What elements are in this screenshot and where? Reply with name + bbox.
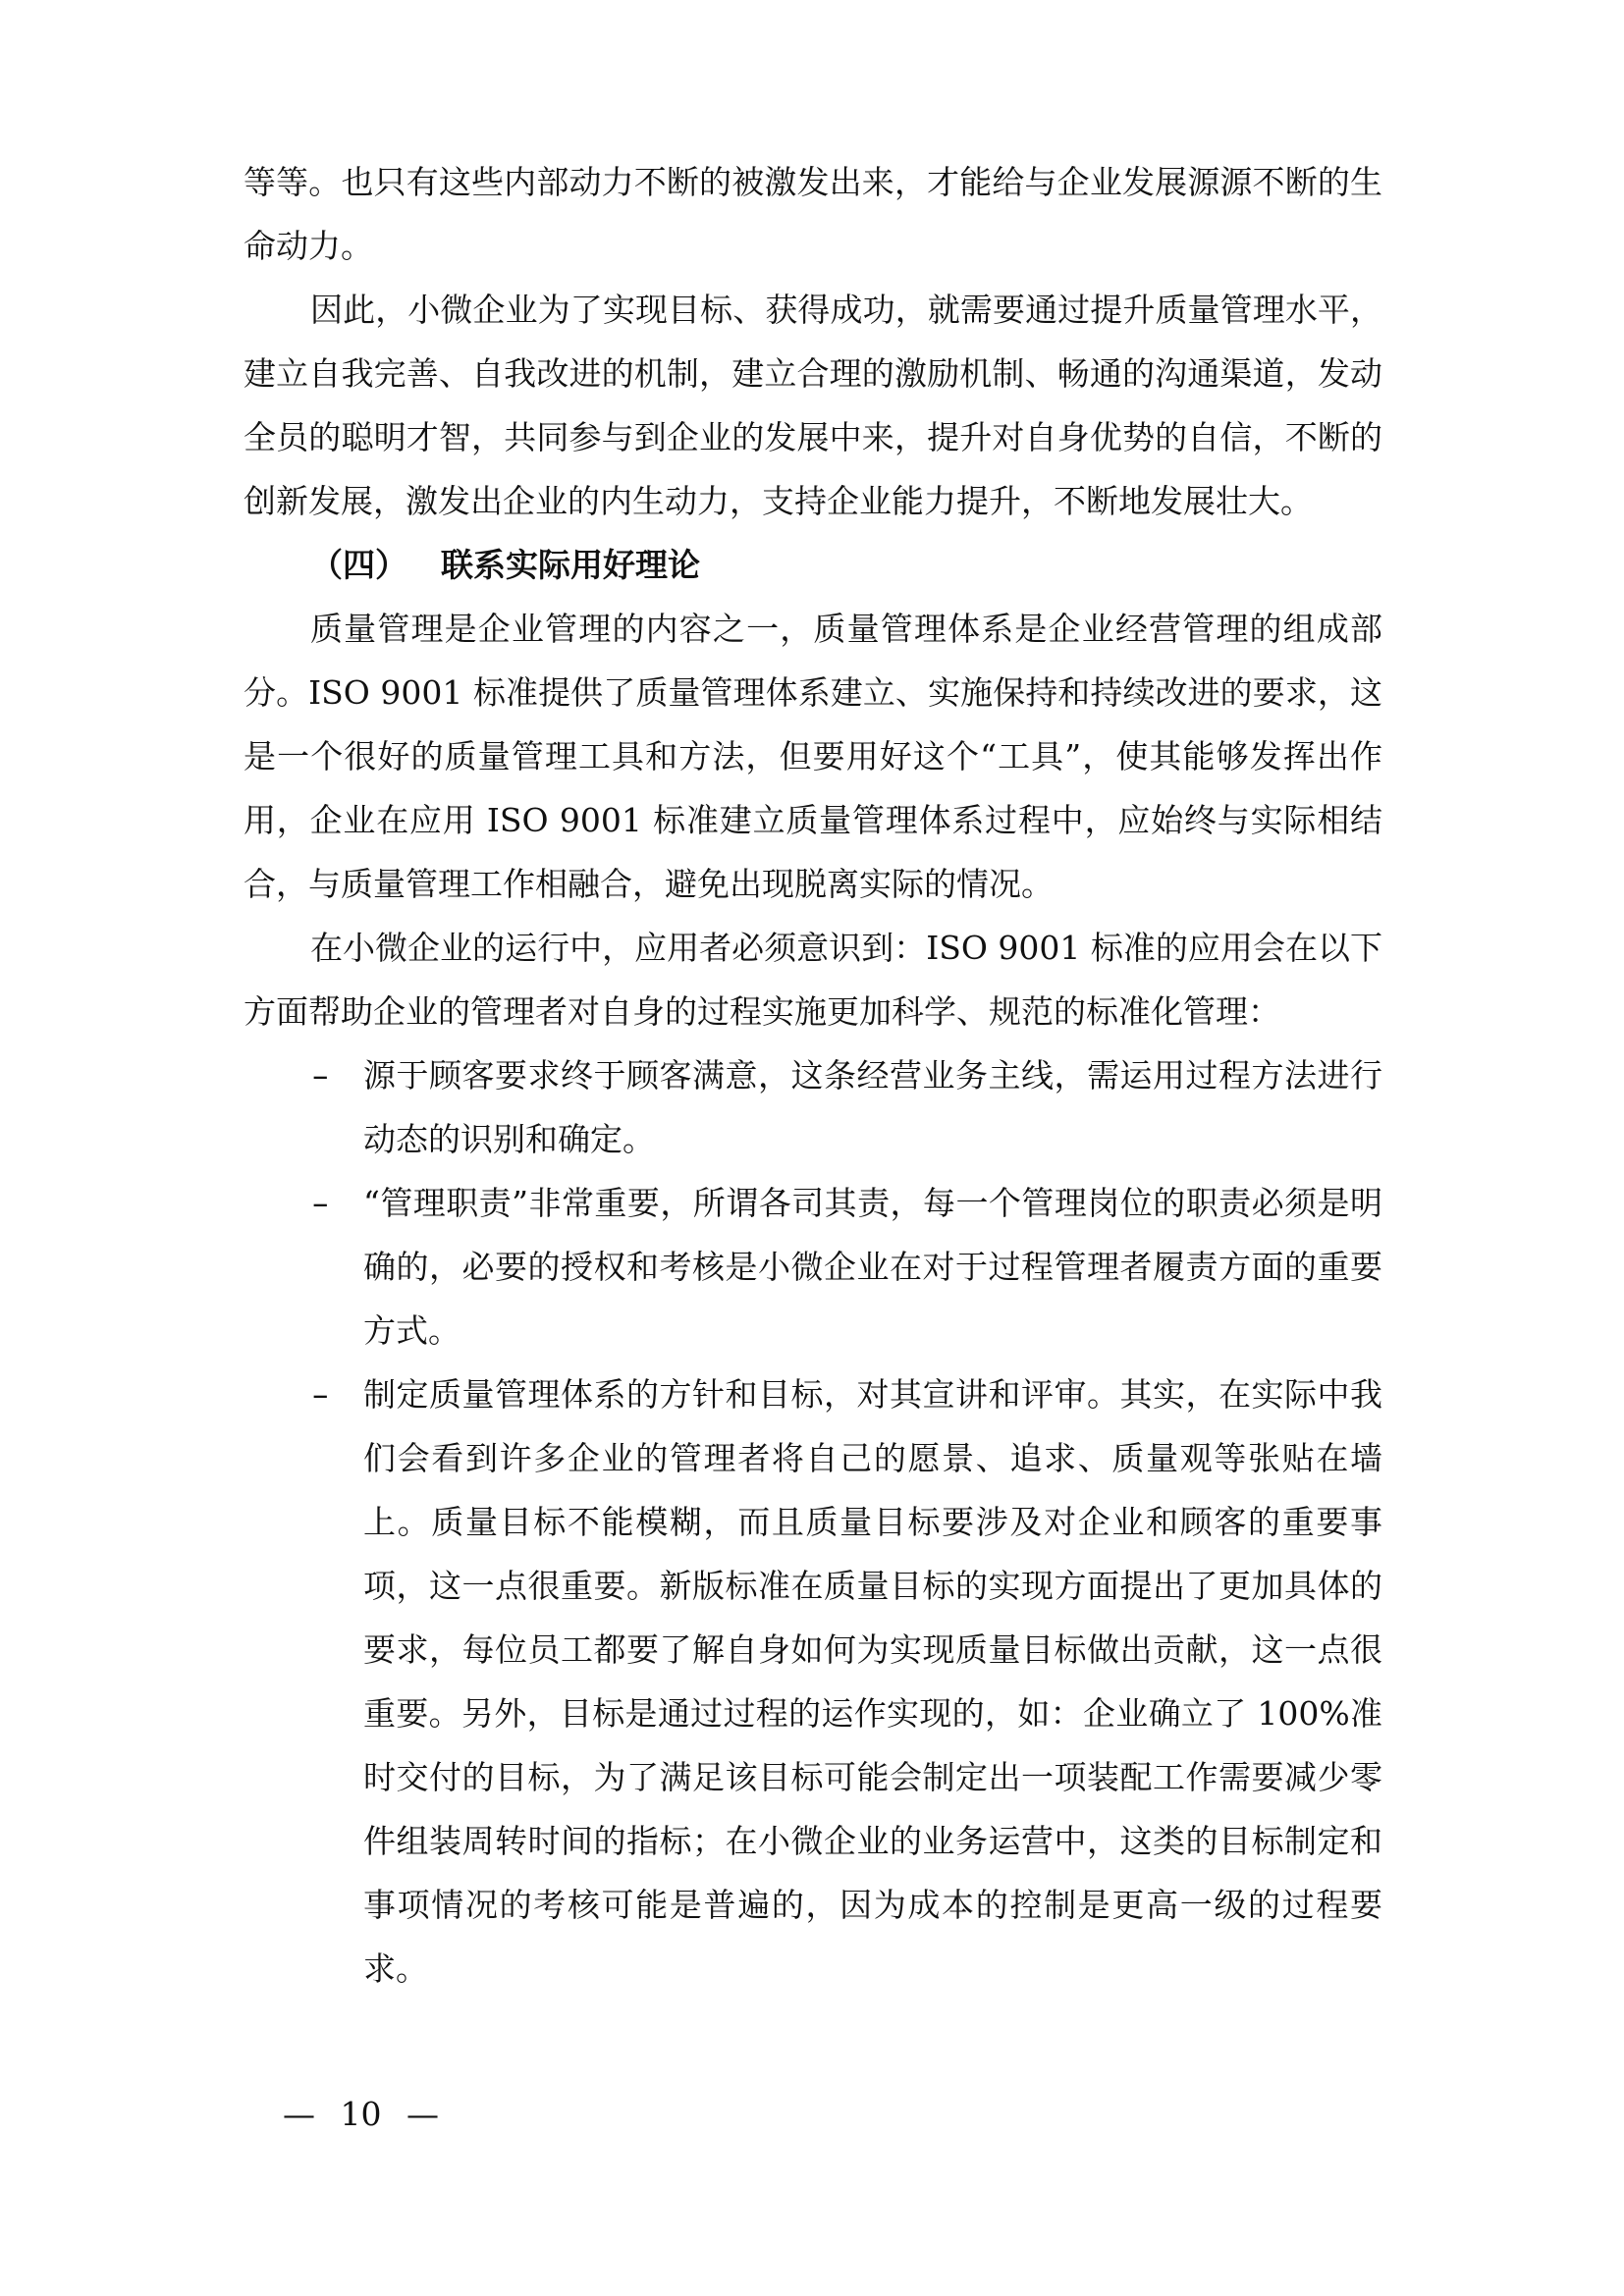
- paragraph-therefore: 因此，小微企业为了实现目标、获得成功，就需要通过提升质量管理水平，建立自我完善、自我改进的机制，建立合理的激励机制、畅通的沟通渠道，发动全员的聪明才智，共同参与到企业的发展中来，提升对自身优势的自信，不断的创新发展，激发出企业的内生动力，支持企业能力提升，不断地发展壮大。: [244, 291, 1382, 520]
- paragraph-small-enterprise: 在小微企业的运行中，应用者必须意识到：ISO 9001 标准的应用会在以下方面帮助企业的管理者对自身的过程实施更加科学、规范的标准化管理：: [244, 929, 1382, 1031]
- bullet-item: [244, 1362, 1382, 2001]
- dash-bullet-marker: –: [312, 1056, 329, 1095]
- bullet-text: 制定质量管理体系的方针和目标，对其宣讲和评审。其实，在实际中我们会看到许多企业的管理者将自己的愿景、追求、质量观等张贴在墙上。质量目标不能模糊，而且质量目标要涉及对企业和顾客的重要事项，这一点很重要。新版标准在质量目标的实现方面提出了更加具体的要求，每位员工都要了解自身如何为实现质量目标做出贡献，这一点很重要。另外，目标是通过过程的运作实现的，如：企业确立了 100%准时交付的目标，为了满足该目标可能会制定出一项装配工作需要减少零件组装周转时间的指标；在小微企业的业务运营中，这类的目标制定和事项情况的考核可能是普遍的，因为成本的控制是更高一级的过程要求。: [363, 1375, 1382, 1988]
- page-number-footer: — 10 —: [283, 2095, 439, 2133]
- section-heading: [244, 533, 1382, 597]
- dash-bullet-marker: –: [312, 1184, 329, 1222]
- page-content: [244, 150, 1382, 2001]
- bullet-item: [244, 1043, 1382, 1171]
- bullet-text: “管理职责”非常重要，所谓各司其责，每一个管理岗位的职责必须是明确的，必要的授权和考核是小微企业在对于过程管理者履责方面的重要方式。: [363, 1184, 1382, 1350]
- section-heading-title: 联系实际用好理论: [441, 546, 700, 584]
- bullet-item: [244, 1171, 1382, 1362]
- bullet-text: 源于顾客要求终于顾客满意，这条经营业务主线，需运用过程方法进行动态的识别和确定。: [363, 1056, 1382, 1158]
- dash-bullet-marker: –: [312, 1375, 329, 1414]
- section-heading-number: （四）: [310, 546, 407, 584]
- paragraph-quality-management: 质量管理是企业管理的内容之一，质量管理体系是企业经营管理的组成部分。ISO 9001 标准提供了质量管理体系建立、实施保持和持续改进的要求，这是一个很好的质量管理工具和方法，但要用好这个“工具”，使其能够发挥出作用，企业在应用 ISO 9001 标准建立质量管理体系过程中，应始终与实际相结合，与质量管理工作相融合，避免出现脱离实际的情况。: [244, 610, 1382, 903]
- paragraph-continuation: 等等。也只有这些内部动力不断的被激发出来，才能给与企业发展源源不断的生命动力。: [244, 163, 1382, 265]
